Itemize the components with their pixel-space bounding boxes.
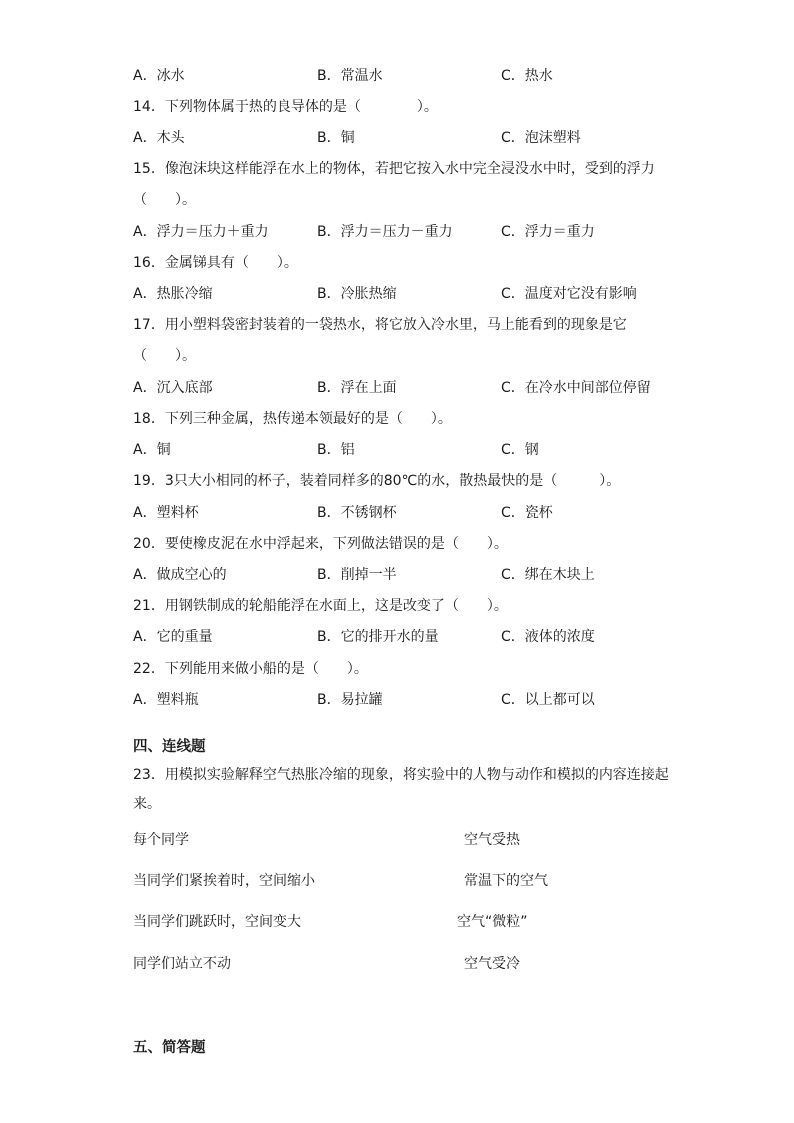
match-right-item-1[interactable]: 空气受热 xyxy=(464,832,520,848)
q13-option-c[interactable]: C．热水 xyxy=(501,68,553,84)
q22-option-c[interactable]: C．以上都可以 xyxy=(501,692,595,708)
q19-stem: 19．3只大小相同的杯子，装着同样多的80℃的水，散热最快的是（ ）。 xyxy=(133,473,621,489)
q22-option-a[interactable]: A．塑料瓶 xyxy=(133,692,199,708)
q15-option-a[interactable]: A．浮力＝压力＋重力 xyxy=(133,224,269,240)
q13-option-b[interactable]: B．常温水 xyxy=(317,68,383,84)
q15-stem-cont: （ ）。 xyxy=(133,192,196,208)
q21-option-a[interactable]: A．它的重量 xyxy=(133,629,213,645)
q22-option-b[interactable]: B．易拉罐 xyxy=(317,692,383,708)
q17-option-c[interactable]: C．在冷水中间部位停留 xyxy=(501,380,651,396)
q18-option-b[interactable]: B．铝 xyxy=(317,442,355,458)
q22-stem: 22．下列能用来做小船的是（ ）。 xyxy=(133,661,368,677)
q16-stem: 16．金属锑具有（ ）。 xyxy=(133,255,298,271)
q19-option-c[interactable]: C．瓷杯 xyxy=(501,505,553,521)
q14-option-c[interactable]: C．泡沫塑料 xyxy=(501,130,581,146)
q20-stem: 20．要使橡皮泥在水中浮起来，下列做法错误的是（ ）。 xyxy=(133,536,508,552)
q15-option-c[interactable]: C．浮力＝重力 xyxy=(501,224,595,240)
q18-option-c[interactable]: C．钢 xyxy=(501,442,539,458)
match-right-item-4[interactable]: 空气受冷 xyxy=(464,956,520,972)
q17-stem: 17．用小塑料袋密封装着的一袋热水，将它放入冷水里，马上能看到的现象是它 xyxy=(133,317,627,333)
q19-option-a[interactable]: A．塑料杯 xyxy=(133,505,199,521)
section-4-title: 四、连线题 xyxy=(133,739,206,755)
q16-option-b[interactable]: B．冷胀热缩 xyxy=(317,286,397,302)
q20-option-c[interactable]: C．绑在木块上 xyxy=(501,567,595,583)
q21-option-b[interactable]: B．它的排开水的量 xyxy=(317,629,439,645)
q14-stem: 14．下列物体属于热的良导体的是（ ）。 xyxy=(133,99,438,115)
q13-option-a[interactable]: A．冰水 xyxy=(133,68,185,84)
q23-stem-cont: 来。 xyxy=(133,796,161,812)
q15-option-b[interactable]: B．浮力＝压力－重力 xyxy=(317,224,453,240)
q17-option-a[interactable]: A．沉入底部 xyxy=(133,380,213,396)
section-5-title: 五、简答题 xyxy=(133,1040,206,1056)
q15-stem: 15．像泡沫块这样能浮在水上的物体，若把它按入水中完全浸没水中时，受到的浮力 xyxy=(133,161,655,177)
q14-option-a[interactable]: A．木头 xyxy=(133,130,185,146)
q17-option-b[interactable]: B．浮在上面 xyxy=(317,380,397,396)
match-left-item-2[interactable]: 当同学们紧挨着时，空间缩小 xyxy=(133,873,315,889)
q23-stem: 23．用模拟实验解释空气热胀冷缩的现象，将实验中的人物与动作和模拟的内容连接起 xyxy=(133,767,669,783)
match-left-item-4[interactable]: 同学们站立不动 xyxy=(133,956,231,972)
q18-option-a[interactable]: A．铜 xyxy=(133,442,171,458)
q16-option-a[interactable]: A．热胀冷缩 xyxy=(133,286,213,302)
match-left-item-1[interactable]: 每个同学 xyxy=(133,832,189,848)
q18-stem: 18．下列三种金属，热传递本领最好的是（ ）。 xyxy=(133,411,452,427)
match-left-item-3[interactable]: 当同学们跳跃时，空间变大 xyxy=(133,914,301,930)
q20-option-a[interactable]: A．做成空心的 xyxy=(133,567,227,583)
q20-option-b[interactable]: B．削掉一半 xyxy=(317,567,397,583)
q17-stem-cont: （ ）。 xyxy=(133,348,196,364)
q16-option-c[interactable]: C．温度对它没有影响 xyxy=(501,286,637,302)
match-right-item-3[interactable]: 空气“微粒” xyxy=(457,914,528,930)
q14-option-b[interactable]: B．铜 xyxy=(317,130,355,146)
q21-stem: 21．用钢铁制成的轮船能浮在水面上，这是改变了（ ）。 xyxy=(133,598,508,614)
match-right-item-2[interactable]: 常温下的空气 xyxy=(464,873,548,889)
q21-option-c[interactable]: C．液体的浓度 xyxy=(501,629,595,645)
q19-option-b[interactable]: B．不锈钢杯 xyxy=(317,505,397,521)
